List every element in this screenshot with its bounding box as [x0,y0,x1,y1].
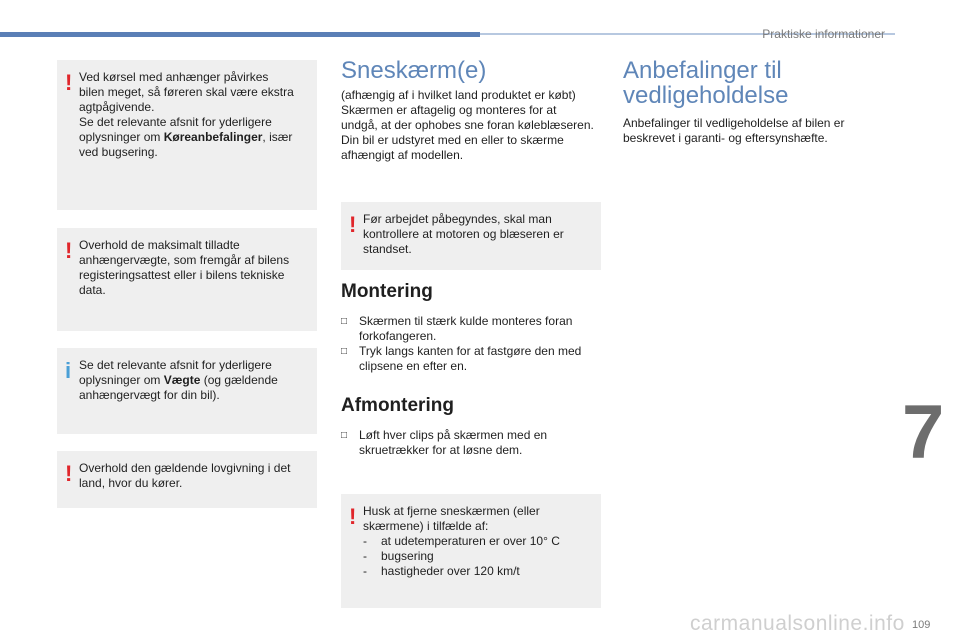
warning-icon: ! [65,70,73,95]
chapter-number: 7 [902,390,945,475]
note-line: agtpågivende. [79,100,155,114]
note-line: registeringsattest eller i bilens tekniske [79,268,285,282]
page-number: 109 [912,619,931,631]
maintenance-text: Anbefalinger til vedligeholdelse af bilen er beskrevet i garanti- og eftersynshæfte. [623,116,845,145]
note-line: skærmene) i tilfælde af: [363,519,489,533]
note-line: kontrollere at motoren og blæseren er [363,227,564,241]
bold-term: Køreanbefalinger [163,130,263,144]
warning-icon: ! [65,461,73,486]
section-label: Praktiske informationer [762,27,885,41]
list-item: □ Løft hver clips på skærmen med en skruetrækker for at løsne dem. [341,428,548,457]
note-line: Se det relevante afsnit for yderligere [79,115,272,129]
note-line: Overhold de maksimalt tilladte [79,238,240,252]
note-line: Ved kørsel med anhænger påvirkes [79,70,269,84]
dismounting-steps [341,428,606,458]
snow-screen-title: Sneskærm(e) [341,57,487,84]
warning-icon: ! [65,238,73,263]
maintenance-title: Anbefalinger til vedligeholdelse [623,57,789,109]
note-line: Husk at fjerne sneskærmen (eller [363,504,540,518]
snow-intro: (afhængig af i hvilket land produktet er købt) Skærmen er aftagelig og monteres for at undgå, at der ophobes sne foran køleblæseren. Din bil er udstyret med en eller to skærme afhængigt af modellen. [341,88,594,162]
list-item: □ Skærmen til stærk kulde monteres foran forkofangeren. [341,314,573,343]
list-item: - bugsering [363,549,434,563]
bold-term: Vægte [163,373,201,387]
note-trailer-warning [57,60,317,210]
note-line: Overhold den gældende lovgivning i det [79,461,291,475]
note-line: oplysninger om Vægte (og gældende [79,373,278,387]
note-weights-info [57,348,317,434]
note-line: standset. [363,242,412,256]
top-bar-accent [0,32,480,37]
conditions-list [363,534,589,579]
note-line: ved bugsering. [79,145,158,159]
note-line: data. [79,283,106,297]
mounting-steps [341,314,606,374]
note-line: land, hvor du kører. [79,476,183,490]
watermark: carmanualsonline.info [690,612,905,635]
note-line: anhængervægte, som fremgår af bilens [79,253,290,267]
note-weights-warning [57,228,317,331]
note-remove-screen-warning [341,494,601,608]
list-item: - hastigheder over 120 km/t [363,564,520,578]
warning-icon: ! [349,212,357,237]
note-line: Før arbejdet påbegyndes, skal man [363,212,552,226]
bullet-icon: □ [341,430,348,441]
note-engine-stop-warning [341,202,601,270]
note-line: bilen meget, så føreren skal være ekstra [79,85,294,99]
dismounting-title: Afmontering [341,395,454,416]
bullet-icon: □ [341,346,348,357]
warning-icon: ! [349,504,357,529]
list-item: □ Tryk langs kanten for at fastgøre den med clipsene en efter en. [341,344,582,373]
note-line: Se det relevante afsnit for yderligere [79,358,272,372]
mounting-title: Montering [341,281,433,302]
bullet-icon: □ [341,316,348,327]
note-line: oplysninger om Køreanbefalinger, især [79,130,293,144]
note-legislation-warning [57,451,317,508]
info-icon: i [65,358,72,383]
list-item: - at udetemperaturen er over 10° C [363,534,560,548]
note-line: anhængervægt for din bil). [79,388,220,402]
